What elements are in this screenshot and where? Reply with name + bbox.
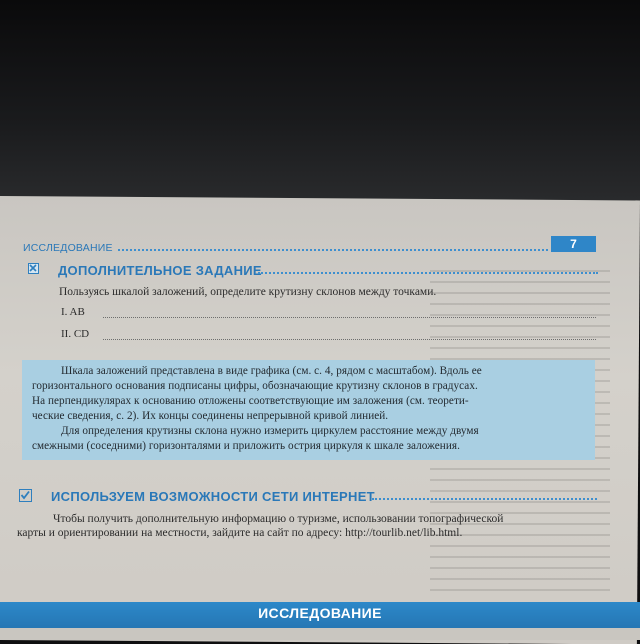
next-page-edge xyxy=(0,628,640,640)
dark-background xyxy=(0,0,640,205)
internet-text-line: Чтобы получить дополнительную информацию о туризме, использовании топографической xyxy=(53,513,504,525)
info-line: Шкала заложений представлена в виде графика (см. с. 4, рядом с масштабом). Вдоль ее xyxy=(61,365,482,377)
answer-line-cd[interactable] xyxy=(103,339,596,340)
task-prompt: Пользуясь шкалой заложений, определите крутизну склонов между точками. xyxy=(59,286,437,298)
info-box xyxy=(22,360,595,460)
header-dotted-rule xyxy=(118,249,548,251)
internet-text-line: карты и ориентировании на местности, зайдите на сайт по адресу: http://tourlib.net/lib.html. xyxy=(17,527,463,539)
info-line: Для определения крутизны склона нужно измерить циркулем расстояние между двумя xyxy=(61,425,479,437)
section-header xyxy=(23,242,598,256)
footer-title: ИССЛЕДОВАНИЕ xyxy=(258,605,382,621)
checkbox-cross-icon xyxy=(28,263,39,274)
internet-title-dotted-rule xyxy=(372,498,597,500)
answer-label-cd: II. CD xyxy=(61,328,90,340)
task-title-dotted-rule xyxy=(258,272,598,274)
answer-line-ab[interactable] xyxy=(103,317,596,318)
checkbox-check-icon xyxy=(19,489,32,502)
header-label: ИССЛЕДОВАНИЕ xyxy=(23,242,113,254)
answer-label-ab: I. AB xyxy=(61,306,85,318)
internet-title: ИСПОЛЬЗУЕМ ВОЗМОЖНОСТИ СЕТИ ИНТЕРНЕТ xyxy=(51,489,375,504)
info-line: ческие сведения, с. 2). Их концы соединены непрерывной кривой линией. xyxy=(32,410,389,422)
info-line: На перпендикулярах к основанию отложены соответствующие им заложения (см. теорети- xyxy=(32,395,469,407)
page-number: 7 xyxy=(551,236,596,252)
info-line: горизонтального основания подписаны цифры, обозначающие крутизну склонов в градусах. xyxy=(32,380,478,392)
info-line: смежными (соседними) горизонталями и приложить острия циркуля к шкале заложения. xyxy=(32,440,460,452)
task-title: ДОПОЛНИТЕЛЬНОЕ ЗАДАНИЕ xyxy=(58,263,262,278)
